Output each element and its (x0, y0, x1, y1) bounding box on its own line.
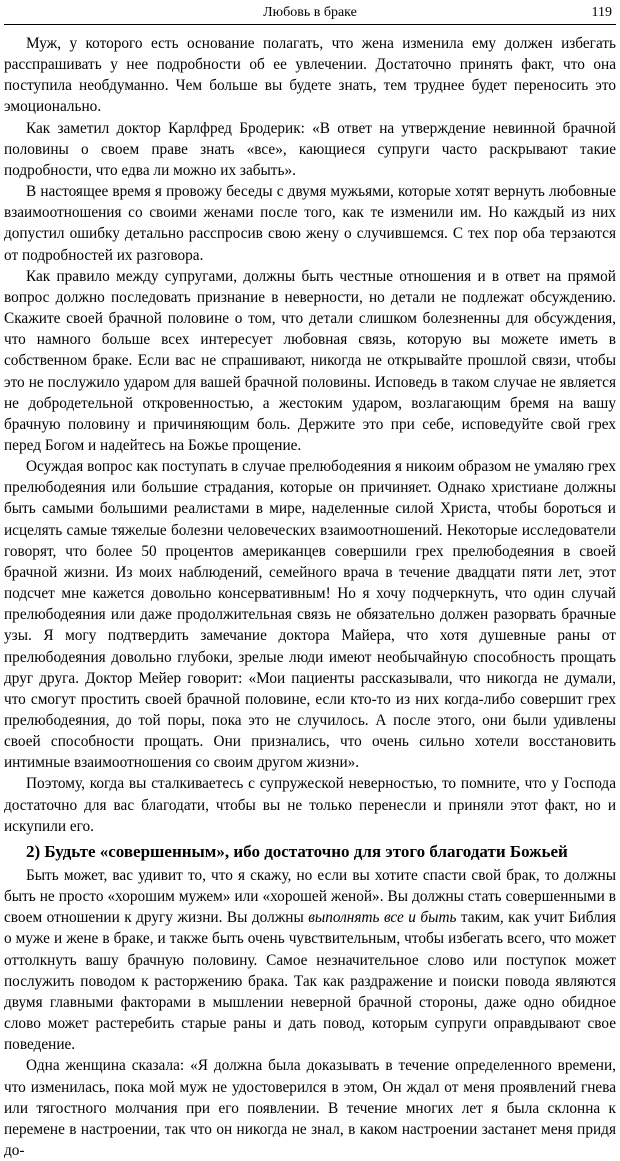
paragraph: Осуждая вопрос как поступать в случае прелюбодеяния я никоим образом не умаляю грех прелюбодеяния или большие страдания, которые он причиняет. Однако христиане должны быть самыми большими реалистами в мире, наделенные силой Христа, чтобы бороться и исцелять самые тяжелые болезни человеческих взаимоотношений. Некоторые исследователи говорят, что более 50 процентов американцев совершили грех прелюбодеяния в своей брачной жизни. Из моих наблюдений, семейного врача в течение двадцати пяти лет, этот подсчет мне кажется довольно консервативным! Но я хочу подчеркнуть, что один случай прелюбодеяния или даже продолжительная связь не обязательно должен разорвать брачные узы. Я могу подтвердить замечание доктора Майера, что хотя душевные раны от прелюбодеяния довольно глубоки, зрелые люди имеют необычайную способность прощать друг друга. Доктор Мейер говорит: «Мои пациенты рассказывали, что никогда не думали, что смогут простить своей брачной половине, если кто-то из них когда-либо совершит грех прелюбодеяния, до той поры, пока это не случилось. А после этого, они были удивлены своей способности прощать. Они признались, что очень сильно хотели восстановить интимные взаимоотношения со своим другом жизни». (4, 458, 616, 772)
paragraph-text: Быть может, вас удивит то, что я скажу, но если вы хотите спасти свой брак, то должны быть не просто «хорошим мужем» или «хорошей женой». Вы должны стать совершенными в своем отношении к другу жизни. Вы должны (4, 866, 616, 927)
paragraph: Поэтому, когда вы сталкиваетесь с супружеской неверностью, то помните, что у Господа достаточно для вас благодати, чтобы вы не только перенесли и приняли этот факт, но и искупили его. (4, 775, 616, 835)
page-number: 119 (591, 5, 612, 20)
running-title: Любовь в браке (263, 5, 357, 20)
paragraph-text: таким, как учит Библия о муже и жене в браке, и также быть очень чувствительным, чтобы избегать всего, что может оттолкнуть вашу брачную половину. Самое незначительное слово или поступок может послужить поводом к расторжению брака. Так как раздражение и поиски повода являются двумя главными факторами в мышлении неверной брачной стороны, даже одно обидное слово может растеребить старые раны и дать повод, которым супруги оправдывают свое поведение. (4, 909, 616, 1054)
paragraph: Муж, у которого есть основание полагать, что жена изменила ему должен избегать расспрашивать у нее подробности об ее увлечении. Достаточно принять факт, что она поступила необдуманно. Чем больше вы будете знать, тем труднее будет переносить это эмоционально. (4, 35, 616, 116)
body-text (4, 33, 616, 1161)
paragraph: Как заметил доктор Карлфред Бродерик: «В ответ на утверждение невинной брачной половины о своем праве знать «все», кающиеся супруги часто раскрывают такие подробности, что едва ли можно их забыть». (4, 119, 616, 179)
paragraph (4, 865, 616, 1055)
emphasized-text: выполнять все и быть (308, 909, 457, 927)
running-header (4, 2, 616, 25)
paragraph: Одна женщина сказала: «Я должна была доказывать в течение определенного времени, что изменилась, пока мой муж не удостоверился в этом, Он ждал от меня проявлений гнева или тягостного молчания при его появлении. В течение многих лет я была склонна к перемене в настроении, так что он никогда не знал, в каком настроении застанет меня придя до- (4, 1057, 616, 1159)
paragraph: Как правило между супругами, должны быть честные отношения и в ответ на прямой вопрос должно последовать признание в неверности, но детали не подлежат обсуждению. Скажите своей брачной половине о том, что детали слишком болезненны для обсуждения, что намного больше всех интересует любовная связь, которую вы можете иметь в собственном браке. Если вас не спрашивают, никогда не открывайте прошлой связи, чтобы это не послужило ударом для вашей брачной половины. Исповедь в таком случае не является не добродетельной откровенностью, а жестоким ударом, возлагающим бремя на вашу брачную половину и причиняющим боль. Держите это при себе, исповедуйте свой грех перед Богом и надейтесь на Божье прощение. (4, 267, 616, 454)
paragraph: В настоящее время я провожу беседы с двумя мужьями, которые хотят вернуть любовные взаимоотношения со своими женами после того, как те изменили им. Но каждый из них допустил ошибку детально расспросив свою жену о случившемся. С тех пор оба терзаются от подробностей их разговора. (4, 183, 616, 264)
section-heading: 2) Будьте «совершенным», ибо достаточно для этого благодати Божьей (26, 841, 568, 861)
